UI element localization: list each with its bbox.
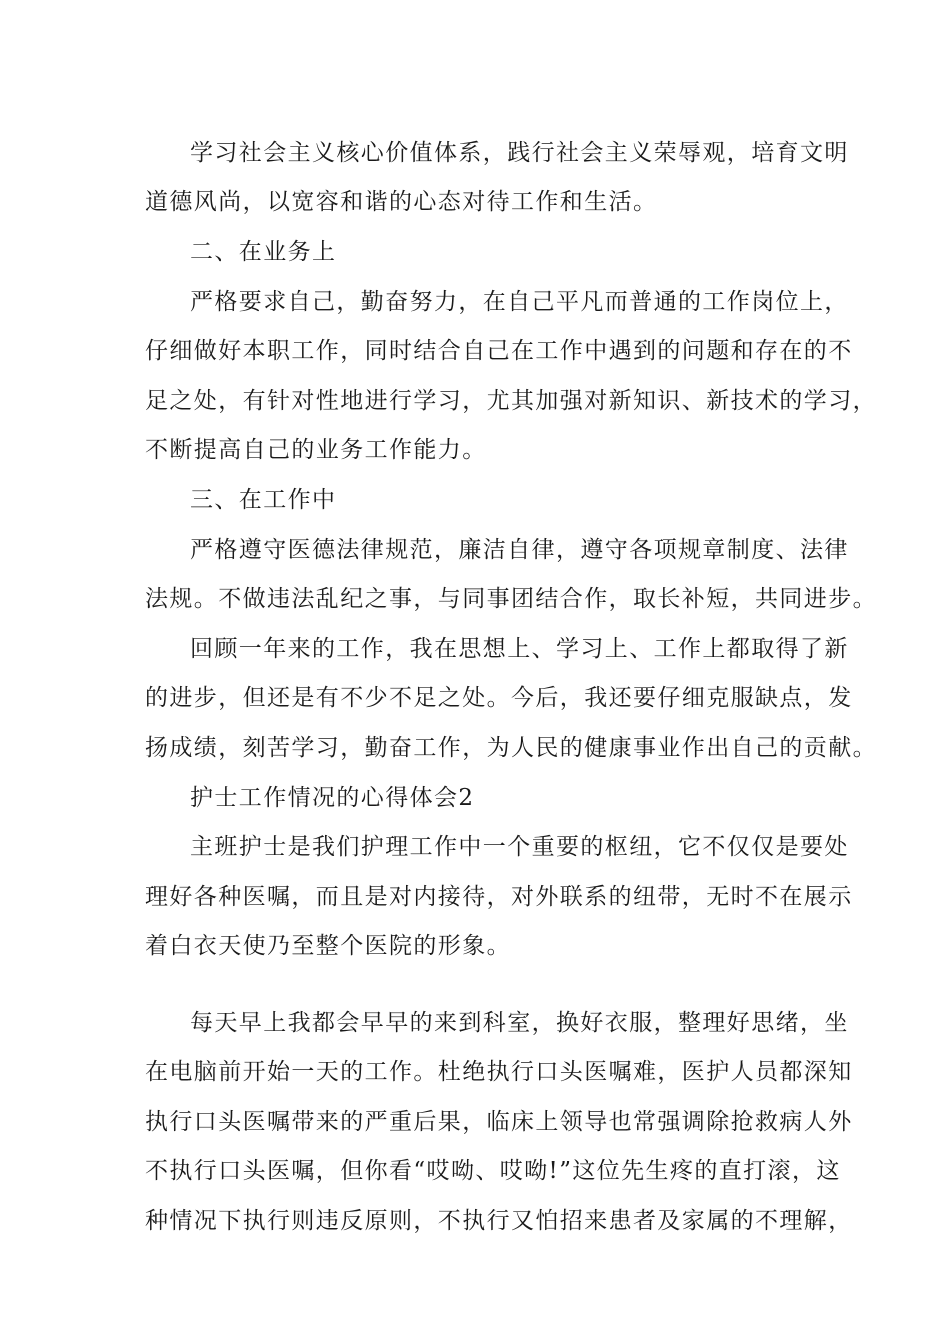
text-line: 扬成绩，刻苦学习，勤奋工作，为人民的健康事业作出自己的贡献。: [145, 735, 877, 761]
text-line: 学习社会主义核心价值体系，践行社会主义荣辱观，培育文明: [190, 140, 849, 166]
text-line: 执行口头医嘱带来的严重后果，临床上领导也常强调除抢救病人外: [145, 1109, 853, 1135]
text-line: 严格要求自己，勤奋努力，在自己平凡而普通的工作岗位上，: [190, 289, 849, 315]
section-heading: 三、在工作中: [190, 487, 337, 513]
text-line: 严格遵守医德法律规范，廉洁自律，遵守各项规章制度、法律: [190, 537, 849, 563]
text-line: 回顾一年来的工作，我在思想上、学习上、工作上都取得了新: [190, 636, 849, 662]
text-line: 理好各种医嘱，而且是对内接待，对外联系的纽带，无时不在展示: [145, 884, 853, 910]
text-line: 种情况下执行则违反原则，不执行又怕招来患者及家属的不理解，: [145, 1208, 853, 1234]
section-title: 护士工作情况的心得体会2: [190, 785, 475, 811]
text-line: 不执行口头医嘱，但你看“哎呦、哎呦!”这位先生疼的直打滚，这: [145, 1158, 841, 1184]
text-line: 不断提高自己的业务工作能力。: [145, 437, 487, 463]
section-heading: 二、在业务上: [190, 239, 337, 265]
text-line: 着白衣天使乃至整个医院的形象。: [145, 933, 511, 959]
text-line: 的进步，但还是有不少不足之处。今后，我还要仔细克服缺点，发: [145, 685, 853, 711]
text-line: 主班护士是我们护理工作中一个重要的枢纽，它不仅仅是要处: [190, 834, 849, 860]
text-line: 在电脑前开始一天的工作。杜绝执行口头医嘱难，医护人员都深知: [145, 1059, 853, 1085]
text-line: 每天早上我都会早早的来到科室，换好衣服，整理好思绪，坐: [190, 1010, 849, 1036]
text-line: 足之处，有针对性地进行学习，尤其加强对新知识、新技术的学习，: [145, 388, 877, 414]
text-line: 法规。不做违法乱纪之事，与同事团结合作，取长补短，共同进步。: [145, 586, 877, 612]
text-line: 道德风尚，以宽容和谐的心态对待工作和生活。: [145, 189, 658, 215]
text-line: 仔细做好本职工作，同时结合自己在工作中遇到的问题和存在的不: [145, 338, 853, 364]
